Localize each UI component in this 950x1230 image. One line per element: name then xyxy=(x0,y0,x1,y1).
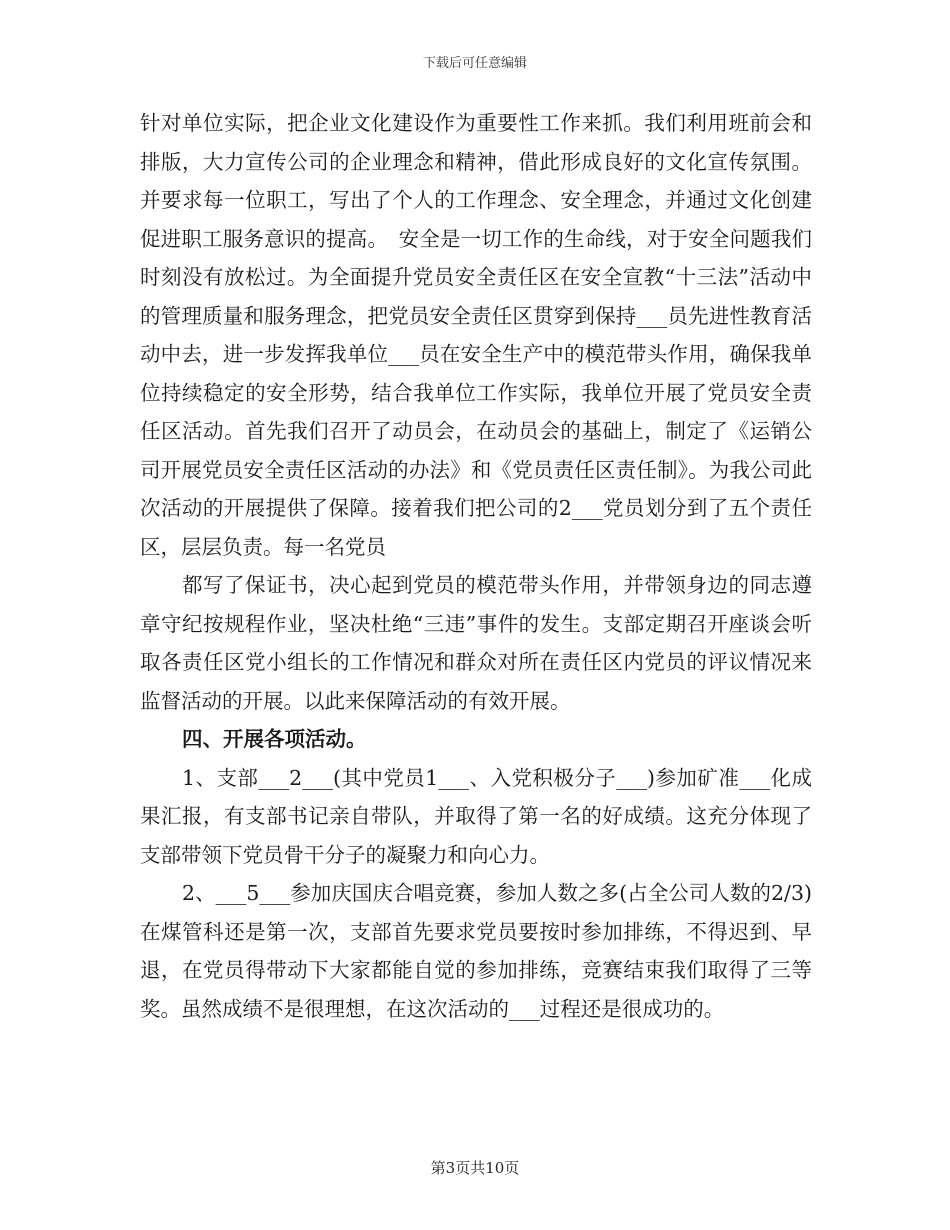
list-item-activity-1: 1、支部___2___(其中党员1___、入党积极分子___)参加矿准___化成果汇报，有支部书记亲自带队，并取得了第一名的好成绩。这充分体现了支部带领下党员骨干分子的凝聚力和向心力。 xyxy=(140,765,812,867)
paragraph-culture-safety: 针对单位实际，把企业文化建设作为重要性工作来抓。我们利用班前会和排版，大力宣传公司的企业理念和精神，借此形成良好的文化宣传氛围。并要求每一位职工，写出了个人的工作理念、安全理念，并通过文化创建促进职工服务意识的提高。 安全是一切工作的生命线，对于安全问题我们时刻没有放松过。为全面提升党员安全责任区在安全宣教“十三法”活动中的管理质量和服务理念，把党员安全责任区贯穿到保持___员先进性教育活动中去，进一步发挥我单位___员在安全生产中的模范带头作用，确保我单位持续稳定的安全形势，结合我单位工作实际，我单位开展了党员安全责任区活动。首先我们召开了动员会，在动员会的基础上，制定了《运销公司开展党员安全责任区活动的办法》和《党员责任区责任制》。为我公司此次活动的开展提供了保障。接着我们把公司的2___党员划分到了五个责任区，层层负责。每一名党员 xyxy=(140,111,812,559)
paragraph-guarantee: 都写了保证书，决心起到党员的模范带头作用，并带领身边的同志遵章守纪按规程作业，坚决杜绝“三违”事件的发生。支部定期召开座谈会听取各责任区党小组长的工作情况和群众对所在责任区内党员的评议情况来监督活动的开展。以此来保障活动的有效开展。 xyxy=(140,573,812,713)
document-body xyxy=(140,104,812,1028)
list-item-activity-2: 2、___5___参加庆国庆合唱竞赛，参加人数之多(占全公司人数的2/3)在煤管科还是第一次，支部首先要求党员要按时参加排练，不得迟到、早退，在党员得带动下大家都能自觉的参加排练，竞赛结束我们取得了三等奖。虽然成绩不是很理想，在这次活动的___过程还是很成功的。 xyxy=(140,881,812,1021)
page-number: 第3页共10页 xyxy=(430,1159,520,1177)
section-heading-activities: 四、开展各项活动。 xyxy=(182,727,367,751)
page-header-note: 下载后可任意编辑 xyxy=(422,56,527,71)
